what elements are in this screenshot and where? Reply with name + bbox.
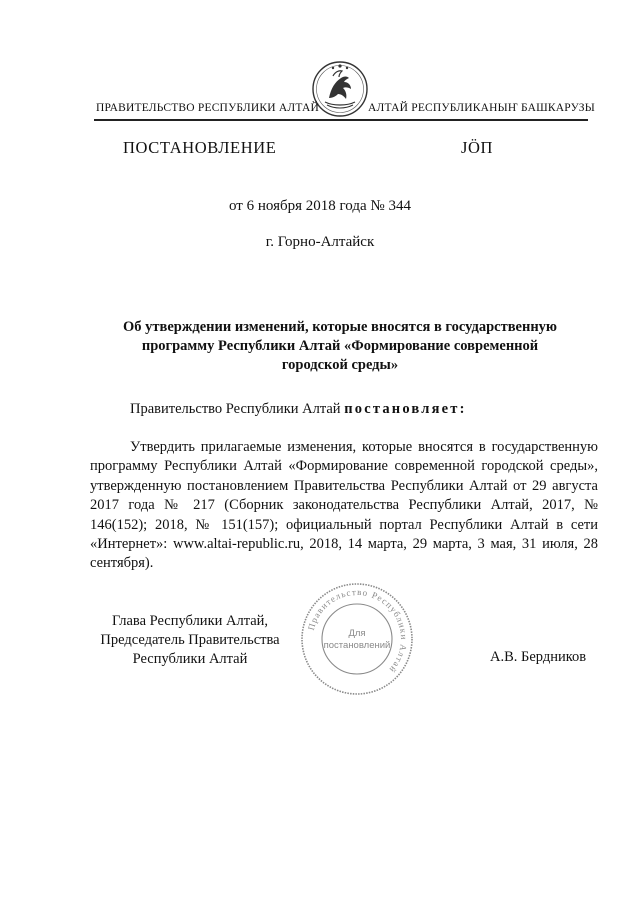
body-paragraph: Утвердить прилагаемые изменения, которые вносятся в государственную программу Республики Алтай «Формирование современной городской среды», утвержденную постановлением Правительства Республики Алтай от 29 августа 2017 года № 217 (Сборник законодательства Республики Алтай, 2017, № 146(152); 2018, № 151(157); официальный портал Республики Алтай в сети «Интернет»: www.altai-republic.ru, 2018, 14 марта, 29 марта, 3 мая, 31 июля, 28 сентября). xyxy=(90,439,598,572)
signatory-position-line: Председатель Правительства xyxy=(100,632,280,648)
official-stamp xyxy=(299,581,415,697)
title-line: городской среды» xyxy=(281,357,399,373)
document-type-russian: ПОСТАНОВЛЕНИЕ xyxy=(123,138,277,157)
document-title xyxy=(100,318,580,375)
title-line: программу Республики Алтай «Формирование современной xyxy=(141,338,539,354)
stamp-ring-text: Правительство Республики Алтай xyxy=(305,586,410,676)
signatory-position-line: Глава Республики Алтай, xyxy=(111,613,269,629)
resolution-statement xyxy=(130,401,467,418)
signatory-name: А.В. Бердников xyxy=(490,649,587,665)
document-city: г. Горно-Алтайск xyxy=(265,234,375,250)
signatory-position xyxy=(100,612,280,669)
header-divider xyxy=(94,119,588,121)
resolution-keyword: постановляет: xyxy=(344,401,467,417)
document-date-number: от 6 ноября 2018 года № 344 xyxy=(229,198,411,214)
emblem-icon xyxy=(311,58,369,120)
header-organization-russian: ПРАВИТЕЛЬСТВО РЕСПУБЛИКИ АЛТАЙ xyxy=(96,102,320,114)
title-line: Об утверждении изменений, которые вносятся в государственную xyxy=(122,319,558,335)
document-type-altai: ЈÖП xyxy=(461,138,494,157)
stamp-center-line2: постановлений xyxy=(323,640,391,651)
header-organization-altai: АЛТАЙ РЕСПУБЛИКАНЫҤ БАШКАРУЗЫ xyxy=(368,102,595,114)
resolution-prefix: Правительство Республики Алтай xyxy=(130,401,341,417)
stamp-center-line1: Для xyxy=(348,628,366,639)
signatory-position-line: Республики Алтай xyxy=(132,651,248,667)
